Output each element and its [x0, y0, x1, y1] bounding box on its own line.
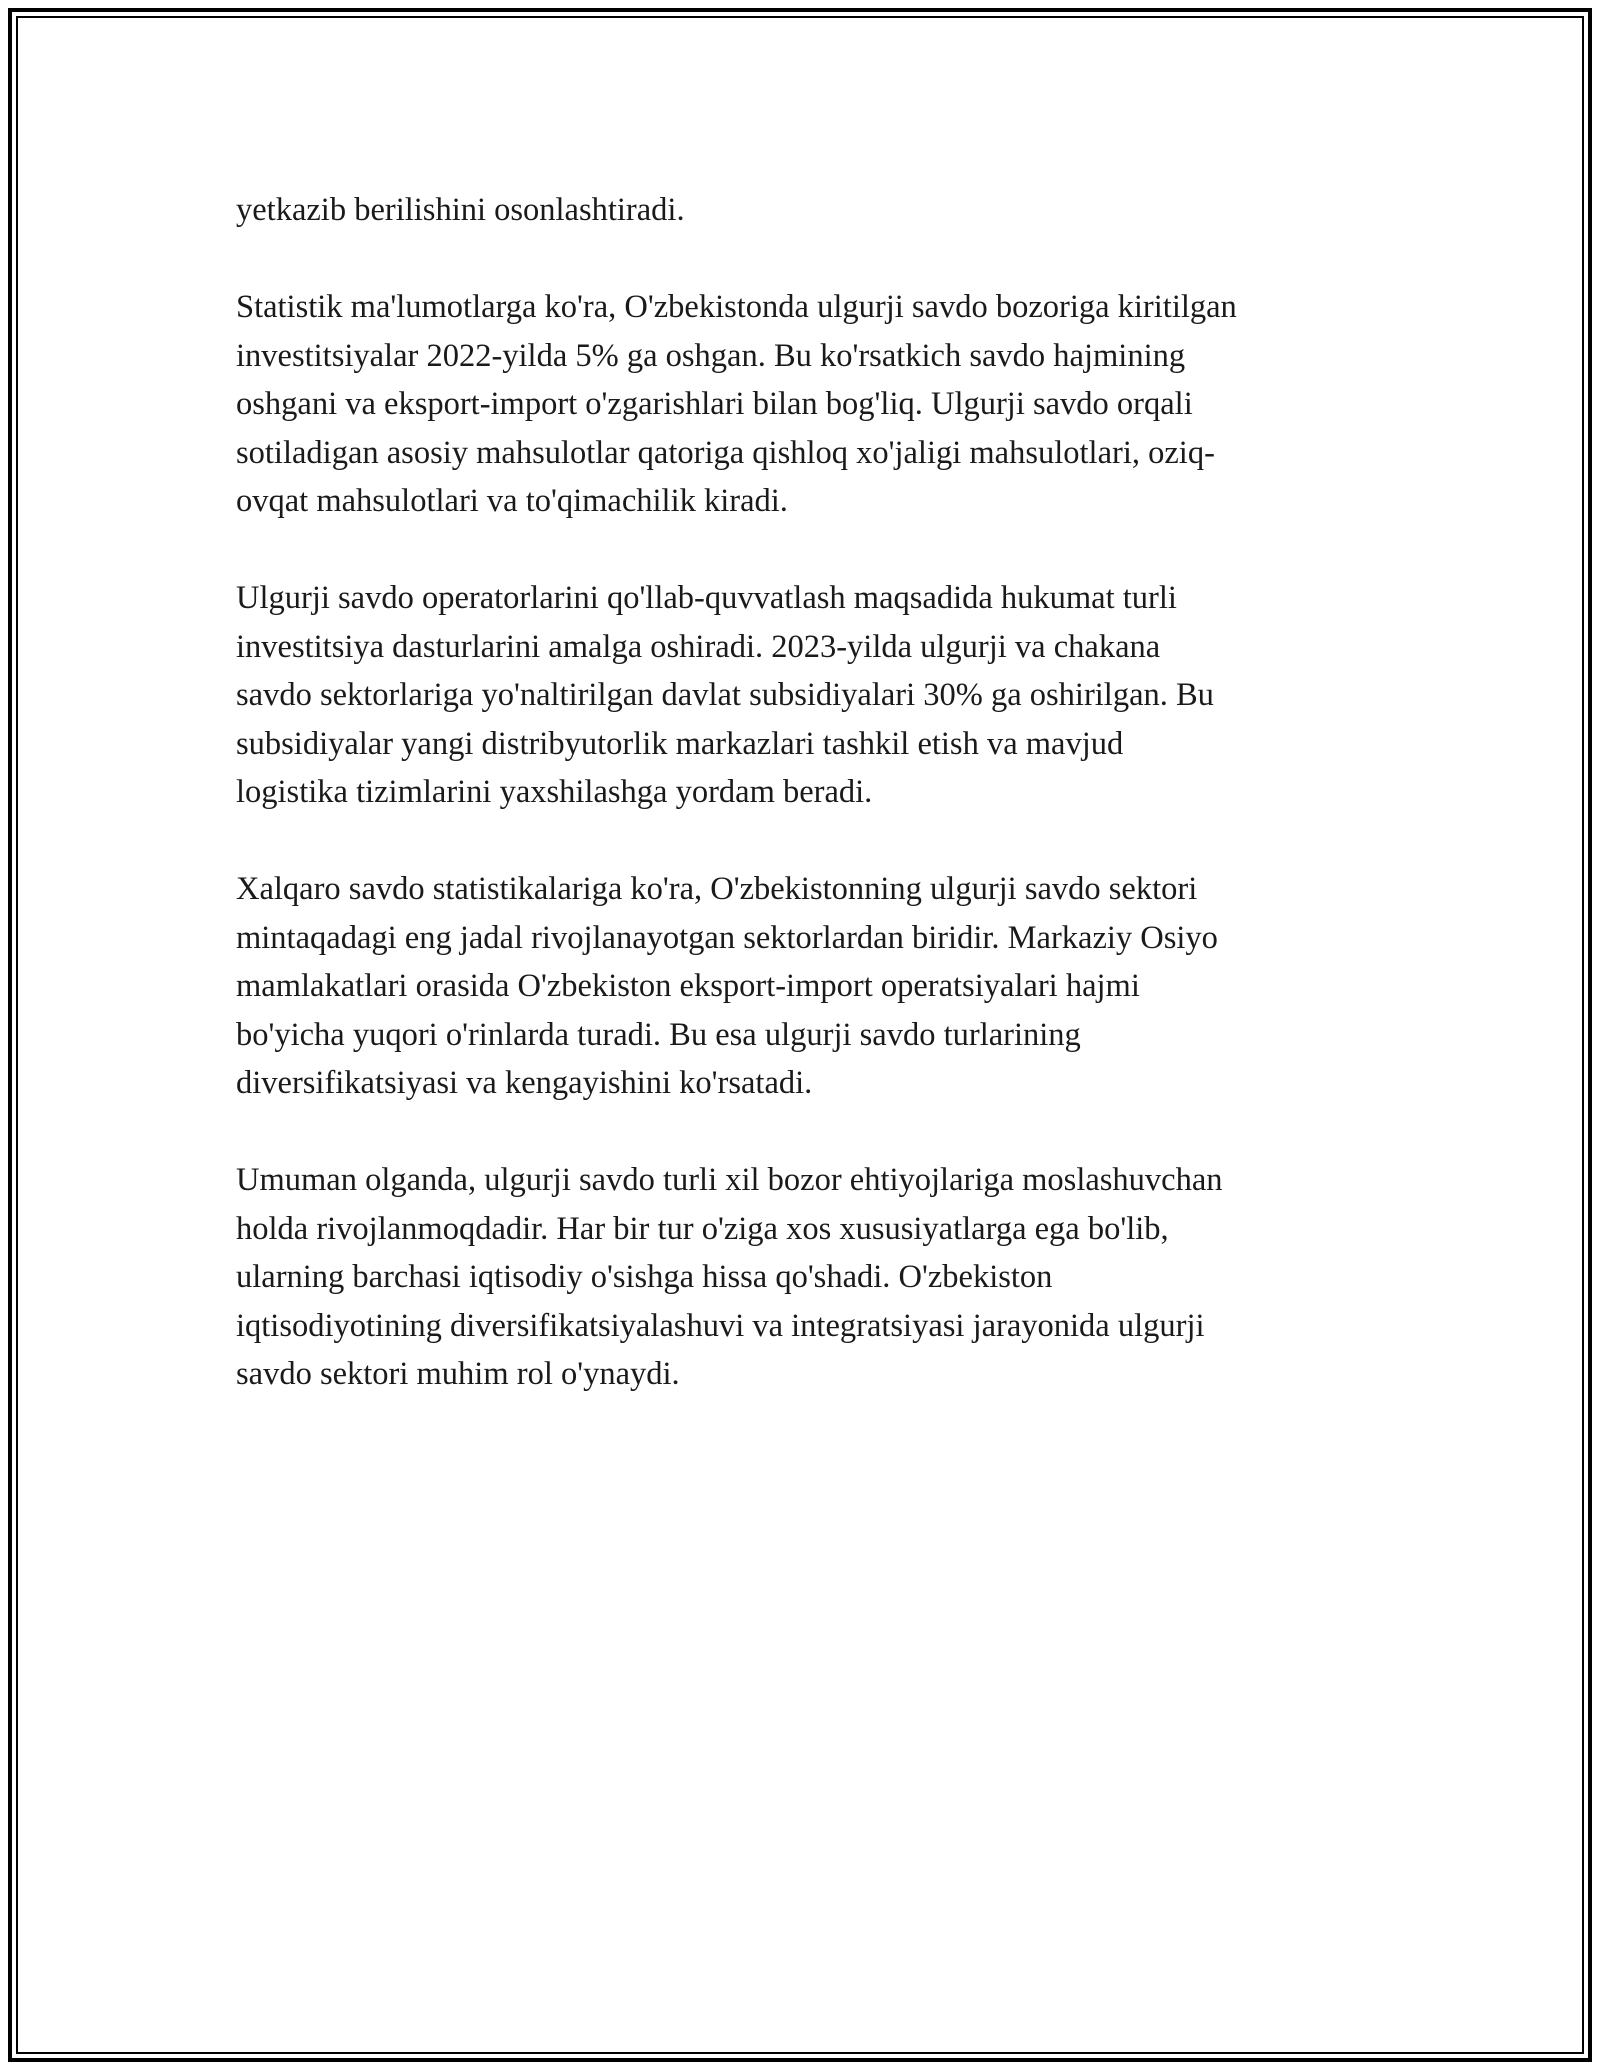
paragraph — [236, 574, 1376, 817]
text-line: Xalqaro savdo statistikalariga ko'ra, O'zbekistonning ulgurji savdo sektori — [236, 871, 1198, 907]
text-line: Umuman olganda, ulgurji savdo turli xil bozor ehtiyojlariga moslashuvchan — [236, 1162, 1223, 1198]
text-line: bo'yicha yuqori o'rinlarda turadi. Bu esa ulgurji savdo turlarining — [236, 1016, 1081, 1053]
text-line: sotiladigan asosiy mahsulotlar qatoriga qishloq xo'jaligi mahsulotlari, oziq- — [236, 434, 1215, 471]
text-line: holda rivojlanmoqdadir. Har bir tur o'ziga xos xususiyatlarga ega bo'lib, — [236, 1210, 1169, 1247]
paragraph — [236, 865, 1376, 1108]
paragraph — [236, 186, 1376, 235]
text-line: ovqat mahsulotlari va to'qimachilik kiradi. — [236, 483, 788, 519]
text-line: ularning barchasi iqtisodiy o'sishga hissa qo'shadi. O'zbekiston — [236, 1259, 1053, 1295]
text-line: investitsiyalar 2022-yilda 5% ga oshgan. Bu ko'rsatkich savdo hajmining — [236, 337, 1186, 374]
text-line: logistika tizimlarini yaxshilashga yordam beradi. — [236, 774, 873, 810]
text-line: investitsiya dasturlarini amalga oshiradi. 2023-yilda ulgurji va chakana — [236, 628, 1161, 665]
text-line: Ulgurji savdo operatorlarini qo'llab-quvvatlash maqsadida hukumat turli — [236, 580, 1177, 616]
text-line: iqtisodiyotining diversifikatsiyalashuvi va integratsiyasi jarayonida ulgurji — [236, 1307, 1205, 1344]
paragraph — [236, 1156, 1376, 1399]
text-line: mintaqadagi eng jadal rivojlanayotgan sektorlardan biridir. Markaziy Osiyo — [236, 919, 1218, 956]
document-body — [236, 186, 1376, 1447]
text-line: savdo sektori muhim rol o'ynaydi. — [236, 1356, 680, 1392]
text-line: savdo sektorlariga yo'naltirilgan davlat subsidiyalari 30% ga oshirilgan. Bu — [236, 677, 1214, 713]
text-line: diversifikatsiyasi va kengayishini ko'rsatadi. — [236, 1065, 813, 1101]
text-line: subsidiyalar yangi distribyutorlik markazlari tashkil etish va mavjud — [236, 725, 1124, 762]
paragraph — [236, 283, 1376, 526]
text-line: mamlakatlari orasida O'zbekiston eksport-import operatsiyalari hajmi — [236, 968, 1140, 1004]
text-line: Statistik ma'lumotlarga ko'ra, O'zbekistonda ulgurji savdo bozoriga kiritilgan — [236, 289, 1237, 325]
text-line: oshgani va eksport-import o'zgarishlari bilan bog'liq. Ulgurji savdo orqali — [236, 386, 1193, 422]
text-line: yetkazib berilishini osonlashtiradi. — [236, 192, 685, 228]
